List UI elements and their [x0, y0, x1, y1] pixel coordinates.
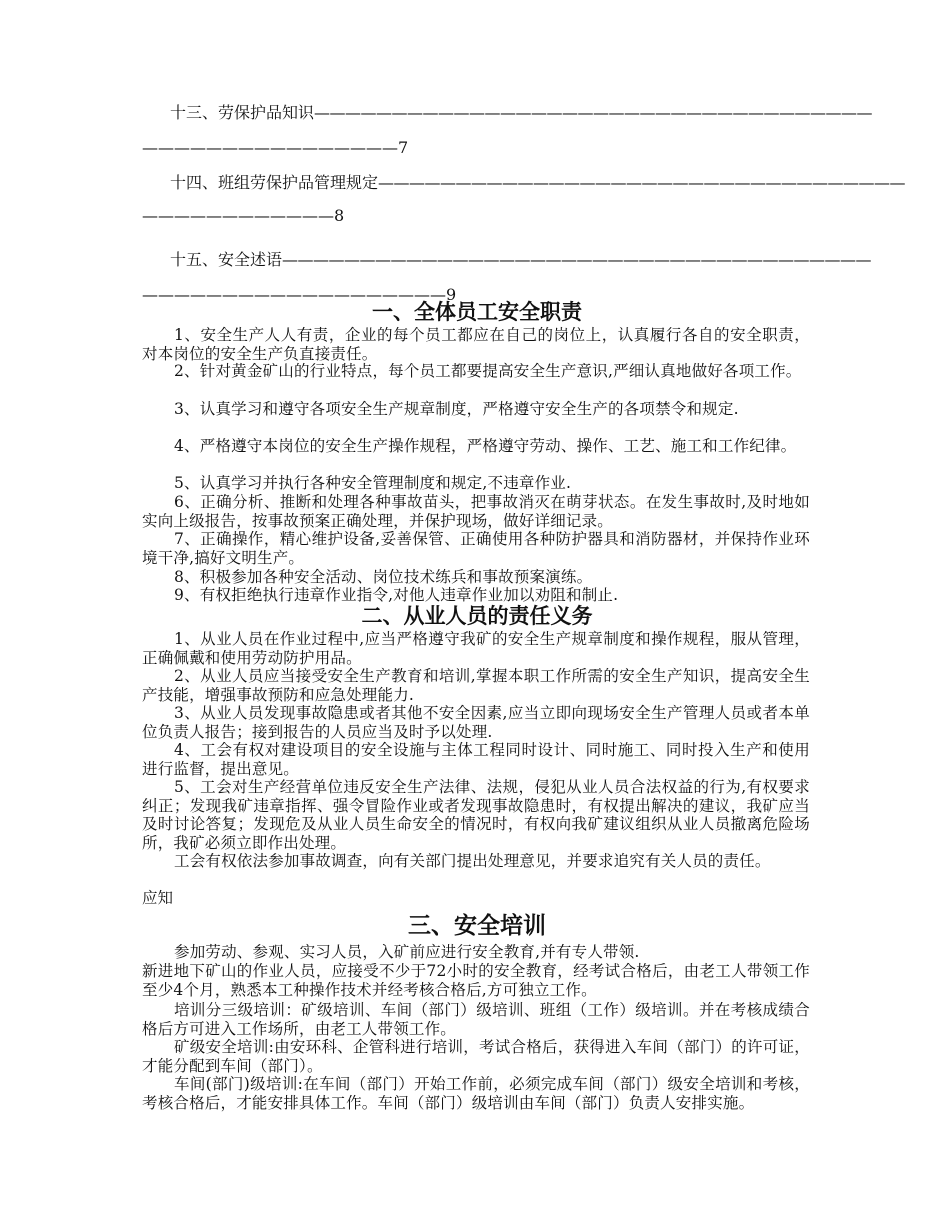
toc-leader: ——————————————————————————————————————: [282, 250, 872, 269]
section1-para-7: 7、正确操作，精心维护设备,妥善保管、正确使用各种防护器具和消防器材，并保持作业环境干净,搞好文明生产。: [142, 530, 810, 567]
toc-page-number: 8: [334, 206, 345, 225]
section1-para-1: 1、安全生产人人有责，企业的每个员工都应在自己的岗位上，认真履行各自的安全职责，对本岗位的安全生产负直接责任。: [142, 326, 810, 363]
section2-para-2: 2、从业人员应当接受安全生产教育和培训,掌握本职工作所需的安全生产知识，提高安全生产技能，增强事故预防和应急处理能力.: [142, 667, 810, 704]
toc-leader: ———————————————————: [142, 285, 446, 304]
section1-para-4: 4、严格遵守本岗位的安全生产操作规程，严格遵守劳动、操作、工艺、施工和工作纪律。: [174, 437, 797, 455]
section3-para-5: 车间(部门)级培训:在车间（部门）开始工作前，必须完成车间（部门）级安全培训和考核，考核合格后，才能安排具体工作。车间（部门）级培训由车间（部门）负责人安排实施。: [142, 1075, 810, 1112]
section1-para-6: 6、正确分析、推断和处理各种事故苗头，把事故消灭在萌芽状态。在发生事故时,及时地如实向上级报告，按事故预案正确处理，并保护现场，做好详细记录。: [142, 493, 810, 530]
section1-para-3: 3、认真学习和遵守各项安全生产规章制度，严格遵守安全生产的各项禁令和规定.: [174, 400, 739, 418]
toc-leader: ——————————————————————————————————: [378, 173, 906, 192]
section-heading-3: 三、安全培训: [408, 913, 546, 939]
section3-para-1: 参加劳动、参观、实习人员，入矿前应进行安全教育,并有专人带领.: [174, 943, 640, 961]
toc-entry-14[interactable]: [142, 173, 906, 192]
toc-entry-14-cont: [142, 207, 812, 225]
section1-para-8: 8、积极参加各种安全活动、岗位技术练兵和事故预案演练。: [174, 568, 593, 586]
section3-para-3: 培训分三级培训：矿级培训、车间（部门）级培训、班组（工作）级培训。并在考核成绩合格后方可进入工作场所，由老工人带领工作。: [142, 1001, 810, 1038]
section2-para-5: 5、工会对生产经营单位违反安全生产法律、法规，侵犯从业人员合法权益的行为,有权要求纠正；发现我矿违章指挥、强令冒险作业或者发现事故隐患时，有权提出解决的建议，我矿应当及时讨论答复；发现危及从业人员生命安全的情况时，有权向我矿建议组织从业人员撤离危险场所，我矿必须立即作出处理。: [142, 778, 810, 852]
section2-trailing: 应知: [142, 889, 174, 907]
section2-para-1: 1、从业人员在作业过程中,应当严格遵守我矿的安全生产规章制度和操作规程，服从管理，正确佩戴和使用劳动防护用品。: [142, 630, 810, 667]
toc-leader: ————————————: [142, 206, 334, 225]
section1-para-5: 5、认真学习并执行各种安全管理制度和规定,不违章作业.: [174, 474, 572, 492]
toc-page-number: 7: [398, 138, 409, 157]
toc-title: 十三、劳保护品知识: [170, 103, 315, 122]
section2-para-4: 4、工会有权对建设项目的安全设施与主体工程同时设计、同时施工、同时投入生产和使用进行监督，提出意见。: [142, 741, 810, 778]
section-heading-2: 二、从业人员的责任义务: [361, 604, 593, 628]
toc-entry-15[interactable]: [142, 250, 872, 269]
section3-para-2: 新进地下矿山的作业人员，应接受不少于72小时的安全教育，经考试合格后，由老工人带领工作至少4个月，熟悉本工种操作技术并经考核合格后,方可独立工作。: [142, 962, 810, 999]
toc-entry-13-cont: [142, 139, 812, 157]
toc-title: 十四、班组劳保护品管理规定: [170, 173, 379, 192]
toc-entry-13[interactable]: [142, 103, 873, 122]
section-heading-1: 一、全体员工安全职责: [372, 300, 582, 324]
toc-leader: ————————————————: [142, 138, 398, 157]
section1-para-9: 9、有权拒绝执行违章作业指令,对他人违章作业加以劝阻和制止.: [174, 586, 619, 604]
toc-leader: ————————————————————————————————————: [314, 103, 873, 122]
section1-para-2: 2、针对黄金矿山的行业特点，每个员工都要提高安全生产意识,严细认真地做好各项工作。: [174, 362, 802, 380]
toc-page-number: 9: [446, 285, 457, 304]
section2-para-3: 3、从业人员发现事故隐患或者其他不安全因素,应当立即向现场安全生产管理人员或者本单位负责人报告；接到报告的人员应当及时予以处理.: [142, 704, 810, 741]
toc-title: 十五、安全述语: [170, 250, 283, 269]
section3-para-4: 矿级安全培训:由安环科、企管科进行培训，考试合格后，获得进入车间（部门）的许可证，才能分配到车间（部门）。: [142, 1038, 810, 1075]
section2-para-6: 工会有权依法参加事故调查，向有关部门提出处理意见，并要求追究有关人员的责任。: [174, 852, 771, 870]
